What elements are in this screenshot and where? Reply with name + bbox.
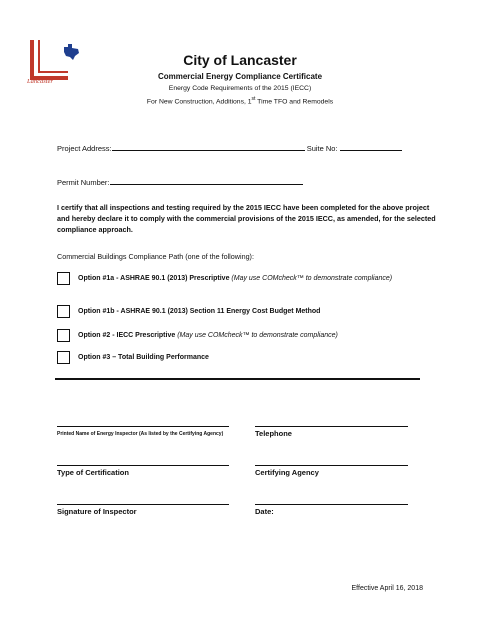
option-3-label: Option #3 – Total Building Performance <box>78 354 209 361</box>
project-address-field[interactable] <box>112 142 305 151</box>
logo-caption: Lancaster <box>27 78 53 85</box>
certifying-agency-label: Certifying Agency <box>255 468 319 477</box>
option-2-label: Option #2 - IECC Prescriptive (May use COMcheck™ to demonstrate compliance) <box>78 332 338 339</box>
certification-type-line[interactable] <box>57 465 229 466</box>
suite-field[interactable] <box>340 142 402 151</box>
certifying-agency-line[interactable] <box>255 465 408 466</box>
option-3-checkbox[interactable] <box>57 351 70 364</box>
date-line[interactable] <box>255 504 408 505</box>
printed-name-line[interactable] <box>57 426 229 427</box>
section-divider <box>55 378 420 380</box>
suite-label: Suite No: <box>306 144 338 153</box>
option-1b-checkbox[interactable] <box>57 305 70 318</box>
option-1a-checkbox[interactable] <box>57 272 70 285</box>
project-address-row <box>57 142 402 153</box>
page-subtitle: Commercial Energy Compliance Certificate <box>157 72 323 81</box>
option-2-checkbox[interactable] <box>57 329 70 342</box>
compliance-path-label: Commercial Buildings Compliance Path (one of the following): <box>57 252 254 261</box>
telephone-line[interactable] <box>255 426 408 427</box>
certification-statement: I certify that all inspections and testing required by the 2015 IECC have been completed for the above project and hereby declare it to comply with the commercial provisions of the 2015 IECC, as amended, for the selected compliance approach. <box>57 203 436 234</box>
certification-type-label: Type of Certification <box>57 468 129 477</box>
code-requirements-line: Energy Code Requirements of the 2015 (IECC) <box>168 85 312 92</box>
page-title: City of Lancaster <box>183 52 297 68</box>
option-1a-label: Option #1a - ASHRAE 90.1 (2013) Prescriptive (May use COMcheck™ to demonstrate compliance) <box>78 275 393 282</box>
project-address-label: Project Address: <box>57 144 112 153</box>
scope-line: For New Construction, Additions, 1st Time TFO and Remodels <box>146 96 334 106</box>
date-label: Date: <box>255 507 274 516</box>
printed-name-label: Printed Name of Energy Inspector (As listed by the Certifying Agency) <box>57 431 224 437</box>
option-1b-label: Option #1b - ASHRAE 90.1 (2013) Section 11 Energy Cost Budget Method <box>78 308 321 315</box>
permit-number-field[interactable] <box>110 176 303 185</box>
signature-line[interactable] <box>57 504 229 505</box>
permit-row <box>57 176 303 187</box>
permit-number-label: Permit Number: <box>57 178 110 187</box>
signature-label: Signature of Inspector <box>57 507 137 516</box>
telephone-label: Telephone <box>255 429 292 438</box>
effective-date: Effective April 16, 2018 <box>351 585 423 592</box>
